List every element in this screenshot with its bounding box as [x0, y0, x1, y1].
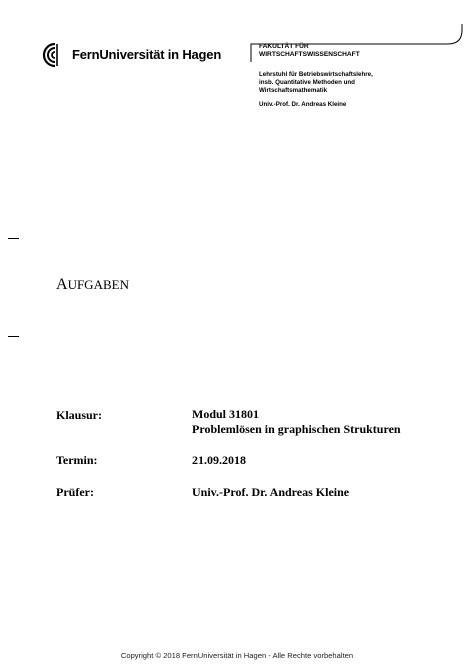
document-title — [56, 276, 129, 294]
faculty-line: FAKULTÄT FÜR — [259, 43, 309, 50]
termin-value: 21.09.2018 — [192, 453, 246, 467]
pruefer-label: Prüfer: — [56, 485, 94, 499]
copyright-footer: Copyright © 2018 FernUniversität in Hagen - Alle Rechte vorbehalten — [120, 651, 354, 660]
faculty-name — [259, 43, 360, 59]
fold-mark-top — [8, 238, 19, 239]
chair-name — [259, 71, 373, 95]
pruefer-value: Univ.-Prof. Dr. Andreas Kleine — [192, 485, 350, 499]
chair-line: insb. Quantitative Methoden und — [259, 79, 355, 87]
termin-label: Termin: — [56, 453, 98, 467]
klausur-label: Klausur: — [56, 408, 103, 422]
chair-line: Wirtschaftsmathematik — [259, 87, 328, 95]
fold-mark-bottom — [8, 336, 19, 337]
title-rest: UFGABEN — [67, 277, 129, 292]
university-name: FernUniversität in Hagen — [72, 47, 222, 62]
university-logo-icon — [42, 42, 68, 68]
modul-number: Modul 31801 — [192, 407, 260, 421]
course-title: Problemlösen in graphischen Strukturen — [192, 422, 401, 436]
klausur-value — [192, 407, 401, 437]
chair-line: Lehrstuhl für Betriebswirtschaftslehre, — [259, 71, 373, 78]
header-professor: Univ.-Prof. Dr. Andreas Kleine — [259, 101, 347, 108]
title-initial: A — [56, 276, 68, 293]
university-logo — [42, 42, 242, 68]
faculty-line: WIRTSCHAFTSWISSENSCHAFT — [259, 51, 360, 59]
